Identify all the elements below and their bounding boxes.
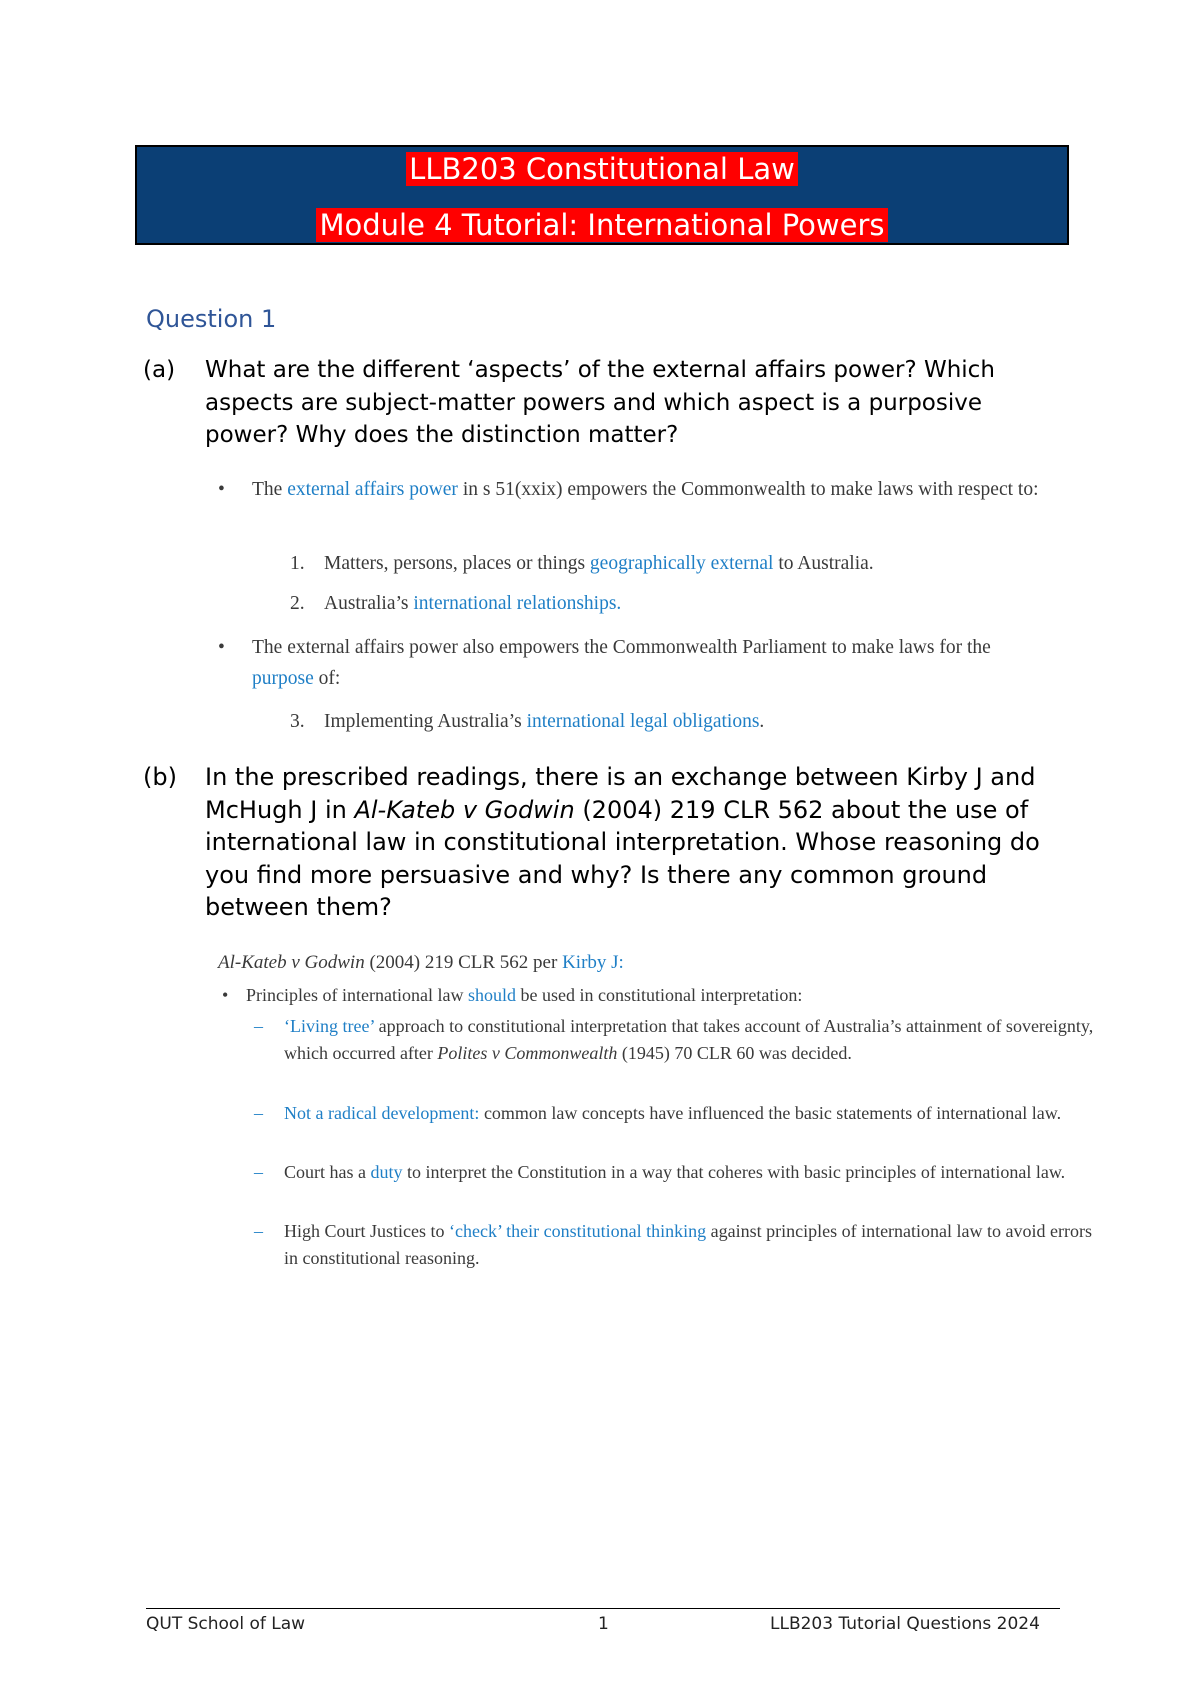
slide-b-dash-3: – Court has a duty to interpret the Constitution in a way that coheres with basic principles of international law. bbox=[284, 1159, 1094, 1186]
slide-b-heading: Al-Kateb v Godwin (2004) 219 CLR 562 per Kirby J: bbox=[218, 952, 624, 973]
slide-b-bullet: • Principles of international law should be used in constitutional interpretation: bbox=[246, 982, 1086, 1009]
bullet-icon: • bbox=[222, 985, 229, 1005]
slide-a-item-1: 1. Matters, persons, places or things geographically external to Australia. bbox=[290, 553, 874, 574]
footer-divider bbox=[146, 1608, 1060, 1609]
question-a-label: (a) bbox=[143, 357, 176, 383]
slide-a-bullet-1: • The external affairs power in s 51(xxix) empowers the Commonwealth to make laws with respect to: bbox=[252, 474, 1052, 505]
slide-a-item-3: 3. Implementing Australia’s international legal obligations. bbox=[290, 711, 765, 732]
slide-a-bullet-2: • The external affairs power also empowers the Commonwealth Parliament to make laws for the purpose of: bbox=[252, 632, 1052, 694]
slide-b-dash-4: – High Court Justices to ‘check’ their constitutional thinking against principles of international law to avoid errors in constitutional reasoning. bbox=[284, 1218, 1094, 1271]
footer-left: QUT School of Law bbox=[146, 1614, 306, 1634]
dash-icon: – bbox=[254, 1221, 263, 1241]
question-b-text: In the prescribed readings, there is an exchange between Kirby J and McHugh J in Al-Kateb v Godwin (2004) 219 CLR 562 about the use of international law in constitutional interpretation. Whose reasoning do you find more persuasive and why? Is there any common ground between them? bbox=[205, 763, 1040, 921]
question-b-label: (b) bbox=[143, 763, 177, 791]
dash-icon: – bbox=[254, 1016, 263, 1036]
question-b bbox=[143, 761, 1063, 924]
slide-b-dash-2: – Not a radical development: common law concepts have influenced the basic statements of international law. bbox=[284, 1100, 1094, 1127]
course-title: LLB203 Constitutional Law bbox=[406, 152, 798, 186]
module-title: Module 4 Tutorial: International Powers bbox=[316, 208, 887, 242]
question-heading: Question 1 bbox=[146, 305, 277, 333]
question-a bbox=[143, 354, 1063, 452]
dash-icon: – bbox=[254, 1103, 263, 1123]
page-number: 1 bbox=[598, 1614, 609, 1634]
title-banner bbox=[135, 145, 1069, 245]
bullet-icon: • bbox=[218, 637, 225, 658]
footer-right: LLB203 Tutorial Questions 2024 bbox=[770, 1614, 1040, 1634]
dash-icon: – bbox=[254, 1162, 263, 1182]
question-a-text: What are the different ‘aspects’ of the external affairs power? Which aspects are subject-matter powers and which aspect is a purposive power? Why does the distinction matter? bbox=[205, 357, 995, 448]
case-name: Al-Kateb v Godwin bbox=[354, 795, 575, 824]
slide-a-item-2: 2. Australia’s international relationships. bbox=[290, 593, 622, 614]
bullet-icon: • bbox=[218, 479, 225, 500]
slide-b-dash-1: – ‘Living tree’ approach to constitutional interpretation that takes account of Australia’s attainment of sovereignty, which occurred after Polites v Commonwealth (1945) 70 CLR 60 was decided. bbox=[284, 1013, 1094, 1066]
